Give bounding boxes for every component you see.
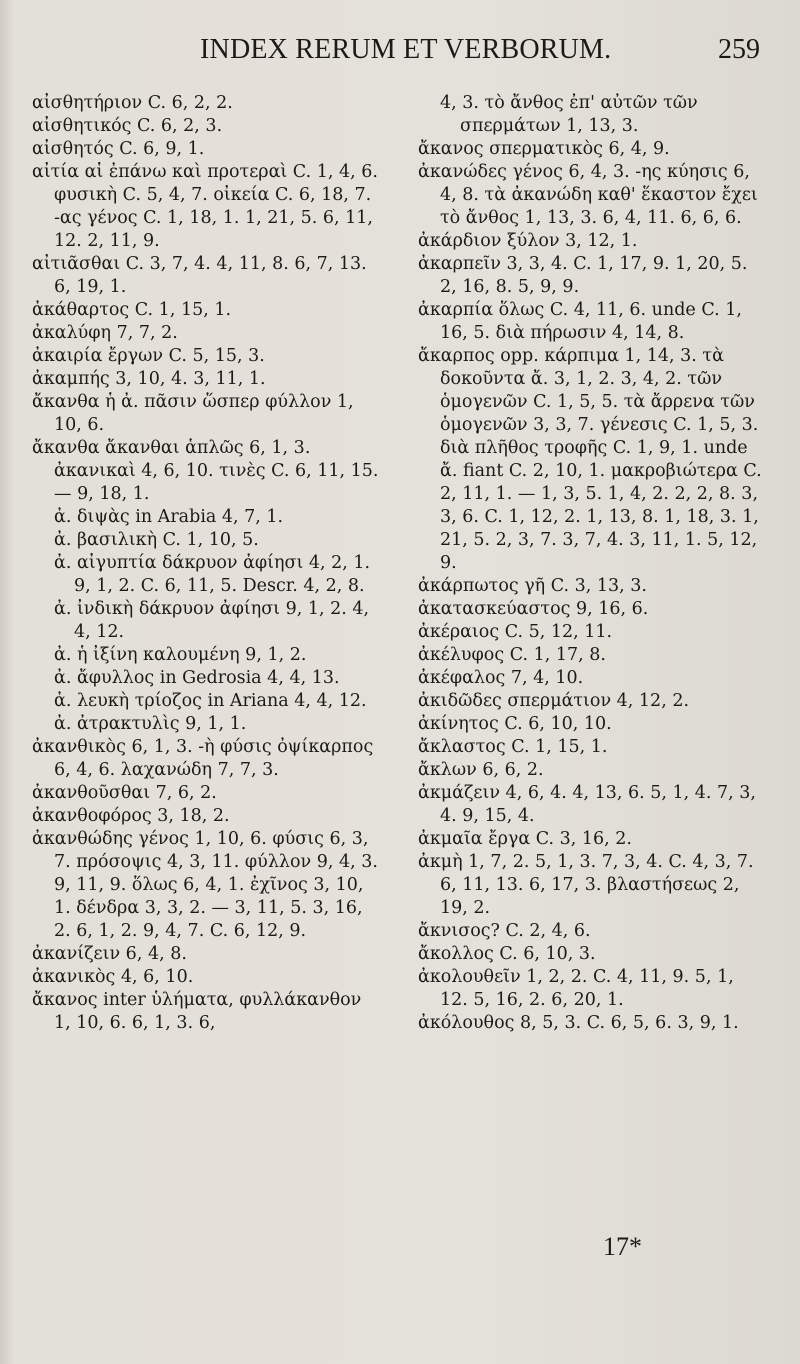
index-subentry: ἀ. διψὰς in Arabia 4, 7, 1. xyxy=(54,507,284,527)
index-entry: ἀκίνητος C. 6, 10, 10. xyxy=(418,714,612,734)
index-entry: ἀκανθοῦσθαι 7, 6, 2. xyxy=(32,783,217,803)
index-subentry: ἀ. αἰγυπτία δάκρυον ἀφίησι 4, 2, 1. 9, 1, 2. C. 6, 11, 5. Descr. 4, 2, 8. xyxy=(54,553,371,596)
index-entry: ἄκανος σπερματικὸς 6, 4, 9. xyxy=(418,139,670,159)
index-entry: ἀκέφαλος 7, 4, 10. xyxy=(418,668,584,688)
index-entry: ἀκμάζειν 4, 6, 4. 4, 13, 6. 5, 1, 4. 7, 3, 4. 9, 15, 4. xyxy=(418,783,756,826)
index-subentry: ἀ. λευκὴ τρίοζος in Ariana 4, 4, 12. xyxy=(54,691,367,711)
index-entry: ἀκολουθεῖν 1, 2, 2. C. 4, 11, 9. 5, 1, 12. 5, 16, 2. 6, 20, 1. xyxy=(418,967,734,1010)
index-entry: αἰσθητός C. 6, 9, 1. xyxy=(32,139,205,159)
index-entry: ἀκανθοφόρος 3, 18, 2. xyxy=(32,806,230,826)
index-subentry: 4, 3. τὸ ἄνθος ἐπ' αὐτῶν τῶν σπερμάτων 1, 13, 3. xyxy=(440,93,698,136)
index-entry: αἰσθητικός C. 6, 2, 3. xyxy=(32,116,223,136)
index-entry: ἀκάθαρτος C. 1, 15, 1. xyxy=(32,300,232,320)
index-entry: ἄκανος inter ὑλήματα, φυλλάκανθον 1, 10, 6. 6, 1, 3. 6, xyxy=(32,990,362,1033)
index-entry: ἄκανθα ἡ ἀ. πᾶσιν ὥσπερ φύλλον 1, 10, 6. xyxy=(32,392,354,435)
index-entry: ἀκιδῶδες σπερμάτιον 4, 12, 2. xyxy=(418,691,690,711)
index-entry: ἀκαρπία ὅλως C. 4, 11, 6. unde C. 1, 16, 5. διὰ πήρωσιν 4, 14, 8. xyxy=(418,300,742,343)
left-column xyxy=(32,92,380,1035)
right-column xyxy=(418,92,766,1035)
index-entry: ἄκλαστος C. 1, 15, 1. xyxy=(418,737,608,757)
index-entry: ἀκανώδες γένος 6, 4, 3. -ης κύησις 6, 4, 8. τὰ ἀκανώδη καθ' ἕκαστον ἔχει τὸ ἄνθος 1, 13, 3. 6, 4, 11. 6, 6, 6. xyxy=(418,162,758,228)
page-header xyxy=(0,34,800,74)
index-entry: αἰτιᾶσθαι C. 3, 7, 4. 4, 11, 8. 6, 7, 13. 6, 19, 1. xyxy=(32,254,367,297)
index-entry: ἀκατασκεύαστος 9, 16, 6. xyxy=(418,599,649,619)
index-entry: ἀκάρδιον ξύλον 3, 12, 1. xyxy=(418,231,638,251)
index-entry: ἄκαρπος opp. κάρπιμα 1, 14, 3. τὰ δοκοῦντα ἄ. 3, 1, 2. 3, 4, 2. τῶν ὁμογενῶν C. 1, 5, 5. τὰ ἄρρενα τῶν ὁμογενῶν 3, 3, 7. γένεσις C. 1, 5, 3. διὰ πλῆθος τροφῆς C. 1, 9, 1. unde ἄ. fiant C. 2, 10, 1. μακροβιώτερα C. 2, 11, 1. — 1, 3, 5. 1, 4, 2. 2, 2, 8. 3, 3, 6. C. 1, 12, 2. 1, 13, 8. 1, 18, 3. 1, 21, 5. 2, 3, 7. 3, 7, 4. 3, 11, 1. 5, 12, 9. xyxy=(418,346,762,573)
index-entry: ἀκανθώδης γένος 1, 10, 6. φύσις 6, 3, 7. πρόσοψις 4, 3, 11. φύλλον 9, 4, 3. 9, 11, 9. ὅλως 6, 4, 1. ἐχῖνος 3, 10, 1. δένδρα 3, 3, 2. — 3, 11, 5. 3, 16, 2. 6, 1, 2. 9, 4, 7. C. 6, 12, 9. xyxy=(32,829,378,941)
index-entry: ἀκέραιος C. 5, 12, 11. xyxy=(418,622,613,642)
index-entry: ἀκόλουθος 8, 5, 3. C. 6, 5, 6. 3, 9, 1. xyxy=(418,1013,739,1033)
index-subentry: ἀ. ἀτρακτυλὶς 9, 1, 1. xyxy=(54,714,247,734)
index-entry: ἀκάρπωτος γῆ C. 3, 13, 3. xyxy=(418,576,647,596)
index-entry: ἀκαλύφη 7, 7, 2. xyxy=(32,323,178,343)
index-entry: ἀκαμπής 3, 10, 4. 3, 11, 1. xyxy=(32,369,266,389)
index-subentry: ἀ. βασιλικὴ C. 1, 10, 5. xyxy=(54,530,259,550)
index-entry: ἄκανθα ἄκανθαι ἁπλῶς 6, 1, 3. ἀκανικαὶ 4, 6, 10. τινὲς C. 6, 11, 15. — 9, 18, 1. xyxy=(32,438,379,504)
signature-mark: 17* xyxy=(603,1232,642,1261)
index-entry: ἄκνισος? C. 2, 4, 6. xyxy=(418,921,591,941)
running-title: INDEX RERUM ET VERBORUM. xyxy=(200,34,612,65)
index-entry: ἀκέλυφος C. 1, 17, 8. xyxy=(418,645,606,665)
index-entry: αἰτία αἱ ἐπάνω καὶ προτεραὶ C. 1, 4, 6. φυσικὴ C. 5, 4, 7. οἰκεία C. 6, 18, 7. -ας γένος C. 1, 18, 1. 1, 21, 5. 6, 11, 12. 2, 11, 9. xyxy=(32,162,378,251)
index-entry: ἄκλων 6, 6, 2. xyxy=(418,760,544,780)
index-entry: ἀκανθικὸς 6, 1, 3. -ὴ φύσις ὀψίκαρπος 6, 4, 6. λαχανώδη 7, 7, 3. xyxy=(32,737,374,780)
index-entry: ἀκανικὸς 4, 6, 10. xyxy=(32,967,194,987)
index-entry: ἄκολλος C. 6, 10, 3. xyxy=(418,944,596,964)
index-entry: ἀκαρπεῖν 3, 3, 4. C. 1, 17, 9. 1, 20, 5. 2, 16, 8. 5, 9, 9. xyxy=(418,254,748,297)
index-entry: ἀκμαῖα ἔργα C. 3, 16, 2. xyxy=(418,829,632,849)
index-subentry: ἀ. ἄφυλλος in Gedrosia 4, 4, 13. xyxy=(54,668,340,688)
page-number: 259 xyxy=(718,34,760,65)
index-subentry: ἀ. ἰνδικὴ δάκρυον ἀφίησι 9, 1, 2. 4, 4, 12. xyxy=(54,599,370,642)
index-entry: αἰσθητήριον C. 6, 2, 2. xyxy=(32,93,233,113)
index-subentry: ἀ. ἡ ἰξίνη καλουμένη 9, 1, 2. xyxy=(54,645,307,665)
index-entry: ἀκαιρία ἔργων C. 5, 15, 3. xyxy=(32,346,265,366)
index-entry: ἀκανίζειν 6, 4, 8. xyxy=(32,944,187,964)
index-entry: ἀκμὴ 1, 7, 2. 5, 1, 3. 7, 3, 4. C. 4, 3, 7. 6, 11, 13. 6, 17, 3. βλαστήσεως 2, 19, 2. xyxy=(418,852,754,918)
